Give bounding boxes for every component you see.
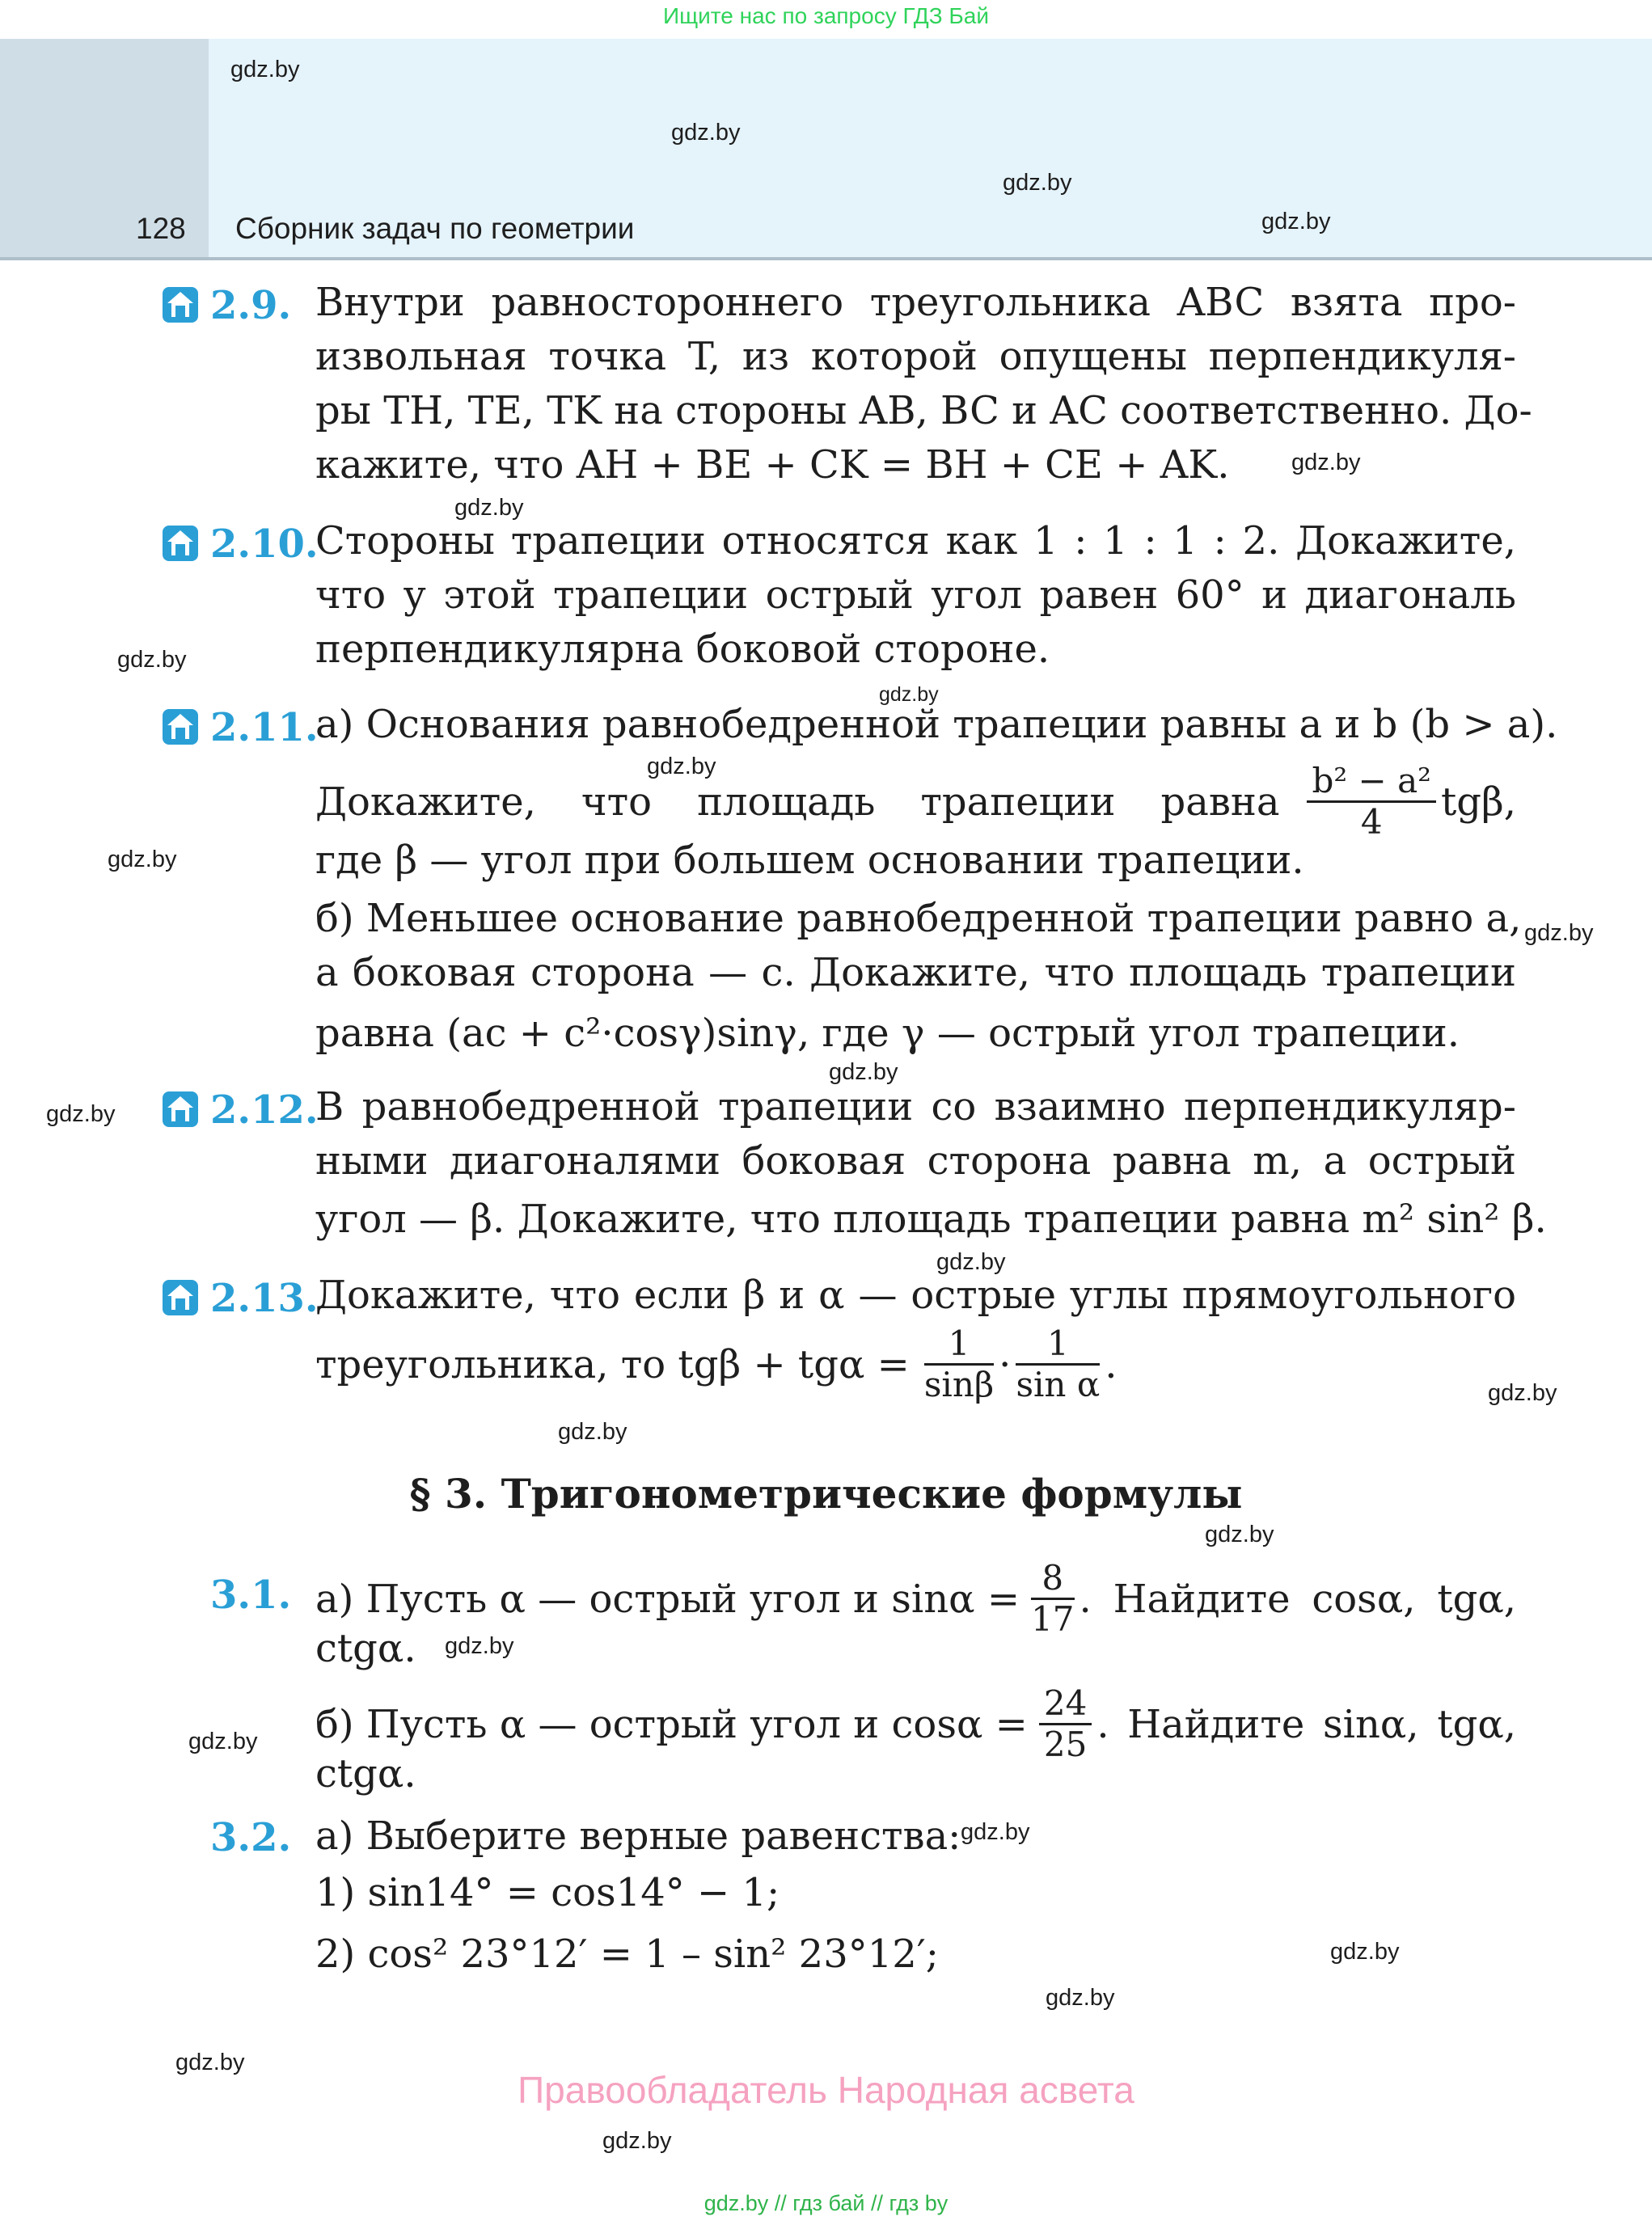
watermark: gdz.by <box>1046 1985 1115 2011</box>
problem-text: Докажите, что площадь трапеции равна <box>315 779 1280 825</box>
problem-text: а) Пусть α — острый угол и sinα = <box>315 1576 1020 1622</box>
problem-text-line: Внутри равностороннего треугольника ABC взята про- <box>315 280 1516 325</box>
problem-text-line: что у этой трапеции острый угол равен 60° и диагональ <box>315 572 1516 618</box>
running-title: Сборник задач по геометрии <box>235 212 635 245</box>
watermark: gdz.by <box>175 2050 245 2075</box>
problem-text: . <box>1105 1341 1118 1387</box>
fraction <box>924 1326 994 1403</box>
problem-text-line: кажите, что AH + BE + CK = BH + CE + AK. <box>315 442 1230 488</box>
watermark: gdz.by <box>602 2128 672 2154</box>
footer-links[interactable]: gdz.by // гдз бай // гдз by <box>703 2191 949 2215</box>
home-icon[interactable] <box>162 286 199 323</box>
fraction <box>1031 1558 1075 1640</box>
top-banner: Ищите нас по запросу ГДЗ Бай <box>662 3 990 28</box>
watermark: gdz.by <box>445 1633 514 1659</box>
home-icon[interactable] <box>162 708 199 745</box>
problem-text-line: Докажите, что если β и α — острые углы прямоугольного <box>315 1273 1516 1318</box>
fraction-denominator: 25 <box>1043 1725 1088 1765</box>
problem-number: 2.13. <box>210 1276 319 1321</box>
problem-text-line: а) Основания равнобедренной трапеции равны a и b (b > a). <box>315 702 1558 747</box>
problem-text-line-with-fraction <box>315 763 1516 840</box>
watermark: gdz.by <box>829 1059 898 1085</box>
problem-text-line-with-fraction <box>315 1683 1516 1765</box>
header-divider <box>0 257 1652 260</box>
problem-text-line: ctgα. <box>315 1751 416 1796</box>
problem-text-line: В равнобедренной трапеции со взаимно перпендикуляр- <box>315 1084 1516 1129</box>
fraction-numerator: 24 <box>1039 1686 1092 1725</box>
watermark: gdz.by <box>1330 1939 1400 1965</box>
watermark: gdz.by <box>1261 209 1331 234</box>
watermark: gdz.by <box>230 57 300 82</box>
problem-text-line: перпендикулярна боковой стороне. <box>315 627 1050 672</box>
problem-text-line: Стороны трапеции относятся как 1 : 1 : 1 : 2. Докажите, <box>315 518 1516 564</box>
problem-text-line: ными диагоналями боковая сторона равна m, а острый <box>315 1138 1516 1184</box>
fraction-numerator: 8 <box>1031 1560 1074 1600</box>
fraction-denominator: sin α <box>1016 1365 1101 1405</box>
problem-text-line: 1) sin14° = cos14° − 1; <box>315 1870 780 1915</box>
watermark: gdz.by <box>454 495 524 521</box>
copyright-notice: Правообладатель Народная асвета <box>518 2069 1134 2111</box>
watermark: gdz.by <box>46 1101 116 1127</box>
watermark: gdz.by <box>1524 920 1594 946</box>
problem-text-line-with-fraction <box>315 1558 1516 1640</box>
problem-text: . Найдите cosα, tgα, <box>1079 1576 1516 1622</box>
fraction-numerator: 1 <box>1016 1326 1100 1366</box>
problem-text: б) Пусть α — острый угол и cosα = <box>315 1701 1028 1747</box>
watermark: gdz.by <box>647 754 716 779</box>
watermark: gdz.by <box>961 1819 1030 1845</box>
problem-number: 3.2. <box>210 1815 292 1860</box>
problem-text-line: а) Выберите верные равенства: <box>315 1813 961 1859</box>
problem-number: 3.1. <box>210 1573 292 1618</box>
problem-number: 2.11. <box>210 705 319 750</box>
problem-text-line: угол — β. Докажите, что площадь трапеции равна m² sin² β. <box>315 1197 1547 1242</box>
problem-text: tgβ, <box>1440 779 1516 825</box>
watermark: gdz.by <box>936 1249 1006 1275</box>
watermark: gdz.by <box>879 683 939 706</box>
fraction <box>1039 1683 1092 1765</box>
problem-text-line: ры TH, TE, TK на стороны AB, BC и AC соответственно. До- <box>315 388 1532 433</box>
watermark: gdz.by <box>671 120 741 146</box>
problem-text-line: 2) cos² 23°12′ = 1 – sin² 23°12′; <box>315 1932 939 1977</box>
watermark: gdz.by <box>1003 170 1072 196</box>
watermark: gdz.by <box>558 1419 627 1445</box>
problem-text: треугольника, то tgβ + tgα = <box>315 1341 910 1387</box>
problem-number: 2.9. <box>210 283 292 328</box>
problem-text-line: извольная точка T, из которой опущены перпендикуля- <box>315 334 1516 379</box>
watermark: gdz.by <box>117 647 187 673</box>
home-icon[interactable] <box>162 525 199 562</box>
page-number: 128 <box>136 212 186 245</box>
watermark: gdz.by <box>108 847 177 872</box>
fraction-numerator: 1 <box>924 1326 994 1366</box>
fraction-denominator: sinβ <box>923 1365 995 1405</box>
problem-text-line: а боковая сторона — c. Докажите, что площадь трапеции <box>315 950 1516 995</box>
problem-number: 2.10. <box>210 521 319 567</box>
fraction <box>1016 1326 1100 1403</box>
problem-text-line: б) Меньшее основание равнобедренной трапеции равно a, <box>315 896 1522 941</box>
problem-text-line: ctgα. <box>315 1626 416 1671</box>
problem-text-line-with-fraction <box>315 1326 1117 1403</box>
watermark: gdz.by <box>1205 1522 1274 1547</box>
watermark: gdz.by <box>188 1729 258 1754</box>
multiply-dot: · <box>999 1341 1012 1387</box>
problem-number: 2.12. <box>210 1087 319 1133</box>
fraction-denominator: 4 <box>1360 802 1383 842</box>
fraction <box>1307 763 1436 840</box>
fraction-numerator: b² − a² <box>1307 763 1436 803</box>
watermark: gdz.by <box>1488 1380 1557 1406</box>
problem-text: . Найдите sinα, tgα, <box>1096 1701 1516 1747</box>
problem-text-line: где β — угол при большем основании трапеции. <box>315 838 1304 883</box>
section-title: § 3. Тригонометрические формулы <box>409 1470 1243 1518</box>
fraction-denominator: 17 <box>1031 1599 1075 1640</box>
home-icon[interactable] <box>162 1279 199 1316</box>
watermark: gdz.by <box>1291 450 1361 475</box>
problem-text-line: равна (ac + c²·cosγ)sinγ, где γ — острый угол трапеции. <box>315 1011 1460 1056</box>
home-icon[interactable] <box>162 1091 199 1128</box>
